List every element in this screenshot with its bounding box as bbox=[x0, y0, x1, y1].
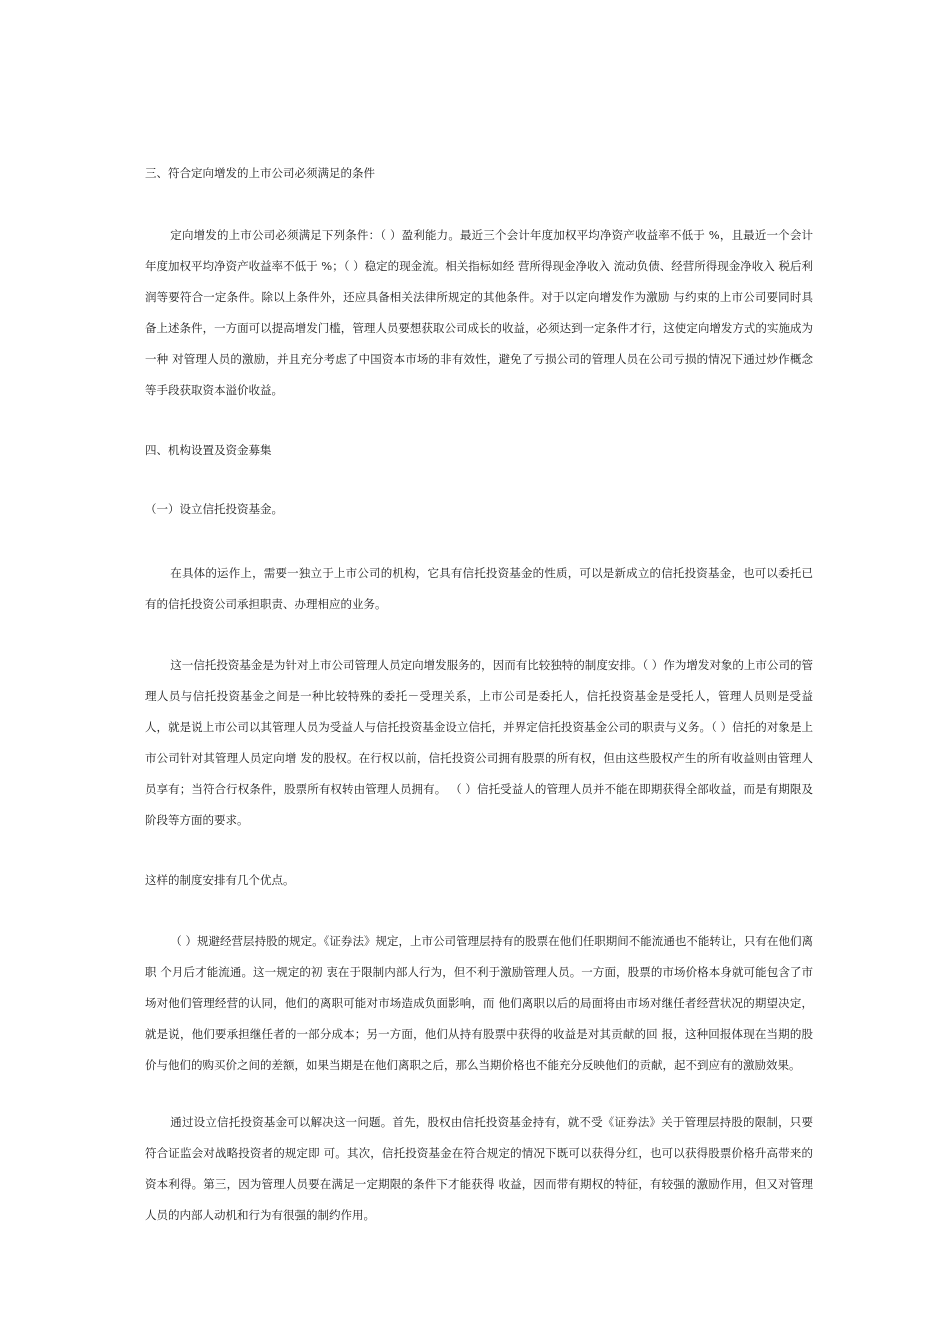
section-4-paragraph-5: 通过设立信托投资基金可以解决这一问题。首先，股权由信托投资基金持有，就不受《证券法》关于管理层持股的限制，只要符合证监会对战略投资者的规定即 可。其次，信托投资基金在符合规定的情况下既可以获得分红，也可以获得股票价格升高带来的资本利得。第三，因为管理人员要在满足一定期限的条件下才能获得 收益，因而带有期权的特征，有较强的激励作用，但又对管理人员的内部人动机和行为有很强的制约作用。 bbox=[145, 1115, 813, 1222]
section-4-subtitle-1: （一）设立信托投资基金。 bbox=[145, 502, 283, 516]
section-4-paragraph-3: 这样的制度安排有几个优点。 bbox=[145, 873, 295, 887]
section-4-title: 四、机构设置及资金募集 bbox=[145, 443, 272, 457]
section-4-paragraph-1: 在具体的运作上，需要一独立于上市公司的机构，它具有信托投资基金的性质，可以是新成立的信托投资基金，也可以委托已有的信托投资公司承担职责、办理相应的业务。 bbox=[145, 566, 813, 611]
section-3-paragraph-1: 定向增发的上市公司必须满足下列条件：（ ）盈利能力。最近三个会计年度加权平均净资产收益率不低于 %，且最近一个会计年度加权平均净资产收益率不低于 %；（ ）稳定的现金流。相关指标如经 营所得现金净收入 流动负债、经营所得现金净收入 税后利润等要符合一定条件。除以上条件外，还应具备相关法律所规定的其他条件。对于以定向增发作为激励 与约束的上市公司要同时具备上述条件，一方面可以提高增发门槛，管理人员要想获取公司成长的收益，必须达到一定条件才行，这使定向增发方式的实施成为一种 对管理人员的激励，并且充分考虑了中国资本市场的非有效性，避免了亏损公司的管理人员在公司亏损的情况下通过炒作概念等手段获取资本溢价收益。 bbox=[145, 228, 813, 397]
section-4-paragraph-2: 这一信托投资基金是为针对上市公司管理人员定向增发服务的，因而有比较独特的制度安排。（ ）作为增发对象的上市公司的管理人员与信托投资基金之间是一种比较特殊的委托－受理关系，上市公司是委托人，信托投资基金是受托人，管理人员则是受益 人，就是说上市公司以其管理人员为受益人与信托投资基金设立信托，并界定信托投资基金公司的职责与义务。（ ）信托的对象是上市公司针对其管理人员定向增 发的股权。在行权以前，信托投资公司拥有股票的所有权，但由这些股权产生的所有收益则由管理人员享有；当符合行权条件，股票所有权转由管理人员拥有。 （ ）信托受益人的管理人员并不能在即期获得全部收益，而是有期限及阶段等方面的要求。 bbox=[145, 658, 813, 827]
section-4-paragraph-4: （ ）规避经营层持股的规定。《证券法》规定，上市公司管理层持有的股票在他们任职期间不能流通也不能转让，只有在他们离职 个月后才能流通。这一规定的初 衷在于限制内部人行为，但不利于激励管理人员。一方面，股票的市场价格本身就可能包含了市场对他们管理经营的认同，他们的离职可能对市场造成负面影响，而 他们离职以后的局面将由市场对继任者经营状况的期望决定，就是说，他们要承担继任者的一部分成本；另一方面，他们从持有股票中获得的收益是对其贡献的回 报，这种回报体现在当期的股价与他们的购买价之间的差额，如果当期是在他们离职之后，那么当期价格也不能充分反映他们的贡献，起不到应有的激励效果。 bbox=[145, 934, 813, 1072]
section-3-title: 三、符合定向增发的上市公司必须满足的条件 bbox=[145, 166, 375, 180]
